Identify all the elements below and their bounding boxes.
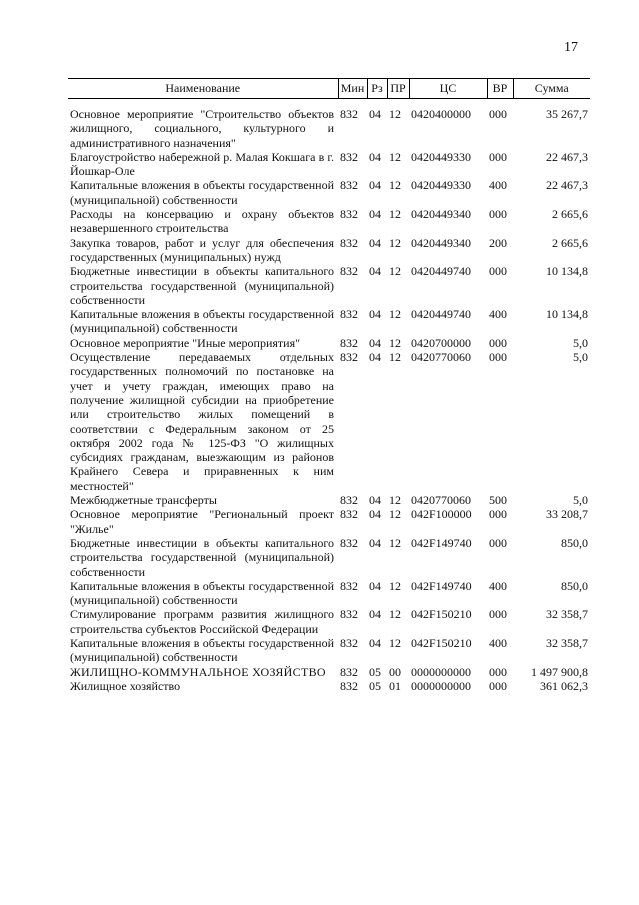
row-sum: 850,0	[561, 578, 588, 593]
row-min: 832	[340, 578, 358, 593]
row-rz: 04	[369, 107, 381, 121]
table-row	[68, 150, 590, 179]
row-cs: 042F149740	[411, 578, 472, 593]
header-name: Наименование	[68, 79, 338, 99]
table-row	[68, 607, 590, 636]
row-sum: 361 062,3	[540, 678, 588, 693]
row-pr: 12	[389, 264, 401, 279]
row-name: Основное мероприятие "Строительство объектов жилищного, социального, культурного и административного назначения"	[70, 107, 334, 150]
row-rz: 04	[369, 307, 381, 322]
row-vr: 500	[489, 493, 507, 508]
row-name: Расходы на консервацию и охрану объектов незавершенного строительства	[70, 207, 334, 236]
row-sum: 22 467,3	[546, 178, 588, 193]
row-sum: 10 134,8	[546, 264, 588, 279]
table-row	[68, 636, 590, 665]
row-cs: 0000000000	[411, 678, 471, 693]
row-cs: 0000000000	[411, 664, 471, 679]
table-row	[68, 536, 590, 579]
row-min: 832	[340, 178, 358, 193]
row-name: ЖИЛИЩНО-КОММУНАЛЬНОЕ ХОЗЯЙСТВО	[70, 664, 326, 679]
row-vr: 000	[489, 678, 507, 693]
table-row	[68, 236, 590, 265]
row-pr: 01	[389, 678, 401, 693]
row-pr: 12	[389, 335, 401, 350]
table-row	[68, 336, 590, 350]
row-pr: 12	[389, 307, 401, 322]
row-min: 832	[340, 635, 358, 650]
row-vr: 400	[489, 178, 507, 193]
row-cs: 0420770060	[411, 493, 471, 508]
row-cs: 042F150210	[411, 607, 472, 622]
row-sum: 32 358,7	[546, 607, 588, 622]
row-vr: 200	[489, 235, 507, 250]
header-cs: ЦС	[409, 79, 487, 99]
row-pr: 12	[389, 493, 401, 508]
row-rz: 04	[369, 335, 381, 350]
row-sum: 2 665,6	[552, 235, 588, 250]
row-cs: 0420449340	[411, 235, 471, 250]
header-vr: ВР	[487, 79, 513, 99]
table-row	[68, 178, 590, 207]
row-min: 832	[340, 235, 358, 250]
table-row	[68, 307, 590, 336]
row-sum: 5,0	[573, 335, 588, 350]
row-rz: 05	[369, 678, 381, 693]
row-rz: 04	[369, 507, 381, 522]
row-sum: 5,0	[573, 493, 588, 508]
row-pr: 12	[389, 235, 401, 250]
row-vr: 000	[489, 507, 507, 522]
row-name: Капитальные вложения в объекты государственной (муниципальной) собственности	[70, 635, 334, 665]
row-name: Межбюджетные трансферты	[70, 493, 217, 508]
row-vr: 000	[489, 107, 507, 121]
row-vr: 000	[489, 207, 507, 222]
row-vr: 400	[489, 635, 507, 650]
row-vr: 000	[489, 535, 507, 550]
row-cs: 0420449740	[411, 264, 471, 279]
table-row	[68, 679, 590, 693]
table-row	[68, 507, 590, 536]
row-name: Капитальные вложения в объекты государственной (муниципальной) собственности	[70, 178, 334, 207]
row-min: 832	[340, 207, 358, 222]
table-row	[68, 207, 590, 236]
row-min: 832	[340, 664, 358, 679]
row-min: 832	[340, 607, 358, 622]
row-vr: 000	[489, 664, 507, 679]
row-sum: 5,0	[573, 350, 588, 365]
row-name: Капитальные вложения в объекты государственной (муниципальной) собственности	[70, 307, 334, 336]
table-row	[68, 264, 590, 307]
row-sum: 32 358,7	[546, 635, 588, 650]
row-name: Капитальные вложения в объекты государственной (муниципальной) собственности	[70, 578, 334, 608]
row-cs: 0420400000	[411, 107, 471, 121]
row-vr: 000	[489, 149, 507, 164]
header-min: Мин	[338, 79, 367, 99]
row-rz: 04	[369, 607, 381, 622]
row-name: Бюджетные инвестиции в объекты капитального строительства государственной (муниципальной) собственности	[70, 264, 334, 307]
table-row	[68, 350, 590, 493]
row-sum: 35 267,7	[546, 107, 588, 121]
row-cs: 0420449330	[411, 178, 471, 193]
table-header-row	[68, 79, 590, 99]
row-vr: 400	[489, 578, 507, 593]
row-name: Основное мероприятие "Региональный проект "Жилье"	[70, 507, 334, 536]
table-row	[68, 579, 590, 608]
row-name: Стимулирование программ развития жилищного строительства субъектов Российской Федерации	[70, 607, 334, 636]
row-pr: 12	[389, 635, 401, 650]
row-vr: 000	[489, 350, 507, 365]
row-vr: 000	[489, 264, 507, 279]
row-rz: 04	[369, 235, 381, 250]
row-min: 832	[340, 507, 358, 522]
row-rz: 04	[369, 350, 381, 365]
row-sum: 2 665,6	[552, 207, 588, 222]
row-rz: 04	[369, 207, 381, 222]
row-rz: 05	[369, 664, 381, 679]
row-min: 832	[340, 264, 358, 279]
row-pr: 12	[389, 149, 401, 164]
row-sum: 33 208,7	[546, 507, 588, 522]
row-pr: 12	[389, 535, 401, 550]
row-min: 832	[340, 350, 358, 365]
row-sum: 850,0	[561, 535, 588, 550]
row-cs: 0420700000	[411, 335, 471, 350]
budget-table	[68, 78, 590, 693]
row-pr: 12	[389, 507, 401, 522]
header-sum: Сумма	[513, 79, 590, 99]
row-min: 832	[340, 307, 358, 322]
row-min: 832	[340, 535, 358, 550]
row-pr: 12	[389, 350, 401, 365]
row-sum: 10 134,8	[546, 307, 588, 322]
row-min: 832	[340, 335, 358, 350]
row-sum: 1 497 900,8	[531, 664, 588, 679]
row-cs: 0420449340	[411, 207, 471, 222]
row-rz: 04	[369, 535, 381, 550]
row-pr: 12	[389, 607, 401, 622]
table-row	[68, 493, 590, 507]
row-rz: 04	[369, 178, 381, 193]
row-cs: 0420449740	[411, 307, 471, 322]
row-rz: 04	[369, 635, 381, 650]
table-body	[68, 99, 590, 694]
header-pr: ПР	[387, 79, 409, 99]
row-pr: 12	[389, 178, 401, 193]
header-rz: Рз	[367, 79, 387, 99]
row-name: Жилищное хозяйство	[70, 678, 181, 693]
row-cs: 042F100000	[411, 507, 472, 522]
row-min: 832	[340, 493, 358, 508]
row-pr: 12	[389, 207, 401, 222]
page-number: 17	[564, 40, 578, 55]
row-rz: 04	[369, 264, 381, 279]
row-sum: 22 467,3	[546, 149, 588, 164]
table-row	[68, 99, 590, 150]
row-cs: 042F150210	[411, 635, 472, 650]
row-name: Бюджетные инвестиции в объекты капитального строительства государственной (муниципальной) собственности	[70, 535, 334, 579]
row-min: 832	[340, 107, 358, 121]
row-rz: 04	[369, 578, 381, 593]
row-rz: 04	[369, 493, 381, 508]
row-pr: 12	[389, 578, 401, 593]
row-vr: 000	[489, 335, 507, 350]
table-row	[68, 665, 590, 679]
row-vr: 000	[489, 607, 507, 622]
row-name: Осуществление передаваемых отдельных государственных полномочий по постановке на учет и учету граждан, имеющих право на получение жилищной субсидии на приобретение или строительство жилых помещений в соответствии с Федеральным законом от 25 октября 2002 года № 125-ФЗ "О жилищных субсидиях гражданам, выезжающим из районов Крайнего Севера и приравненных к ним местностей"	[70, 350, 334, 493]
row-pr: 00	[389, 664, 401, 679]
row-name: Благоустройство набережной р. Малая Кокшага в г. Йошкар-Оле	[70, 149, 334, 179]
row-rz: 04	[369, 149, 381, 164]
row-name: Основное мероприятие "Иные мероприятия"	[70, 335, 300, 350]
row-cs: 0420449330	[411, 149, 471, 164]
row-vr: 400	[489, 307, 507, 322]
row-cs: 0420770060	[411, 350, 471, 365]
row-min: 832	[340, 149, 358, 164]
row-pr: 12	[389, 107, 401, 121]
row-min: 832	[340, 678, 358, 693]
row-name: Закупка товаров, работ и услуг для обеспечения государственных (муниципальных) нужд	[70, 235, 334, 264]
row-cs: 042F149740	[411, 535, 472, 550]
